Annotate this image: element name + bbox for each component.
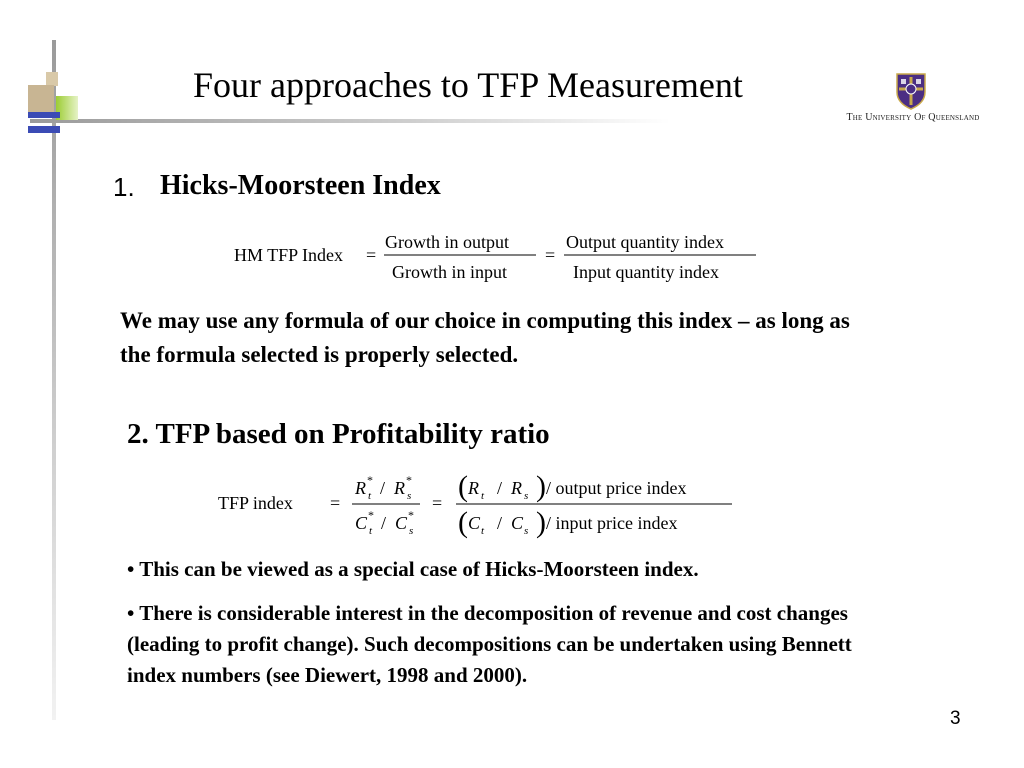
decorative-horizontal-line [30,119,670,123]
equals-sign: = [545,245,556,265]
svg-text:C: C [511,513,524,533]
formula-numerator [354,473,412,502]
svg-text:(: ( [458,506,468,539]
svg-text:): ) [536,506,546,539]
svg-text:C: C [468,513,481,533]
svg-text:*: * [367,473,373,487]
bullet-item: • There is considerable interest in the decomposition of revenue and cost changes (leading to profit change). Such decompositions can be undertaken using Bennett index numbers (see Diewert, 1998 and 2000). [127,601,852,687]
svg-text:R: R [394,478,405,498]
formula-numerator: Output quantity index [566,232,724,252]
decorative-square [46,72,58,86]
bullet-item: • This can be viewed as a special case of Hicks-Moorsteen index. [127,557,699,581]
svg-text:R: R [468,478,479,498]
svg-text:R: R [355,478,366,498]
equals-sign: = [432,493,443,513]
section-number: 1. [113,172,135,202]
formula-denominator: Input quantity index [573,262,719,282]
formula-denominator [355,508,414,537]
formula-lhs: TFP index [218,493,293,513]
page-number: 3 [950,708,961,729]
svg-text:*: * [368,508,374,522]
svg-text:s: s [524,490,529,502]
hm-formula [230,228,770,288]
svg-text:t: t [368,490,372,502]
svg-text:/: / [497,513,503,533]
svg-text:*: * [406,473,412,487]
svg-text:C: C [355,513,368,533]
slide-title: Four approaches to TFP Measurement [193,65,743,105]
section-heading: Hicks-Moorsteen Index [160,170,441,201]
svg-text:/: / [381,513,387,533]
svg-text:t: t [481,525,485,537]
svg-text:s: s [407,490,412,502]
denominator-tail: / input price index [546,513,678,533]
section-heading: 2. TFP based on Profitability ratio [127,418,550,450]
crest-icon [894,72,928,110]
formula-lhs: HM TFP Index [234,245,344,265]
svg-text:s: s [524,525,529,537]
svg-text:): ) [536,470,546,503]
formula-denominator [458,506,677,539]
decorative-vertical-line [52,40,56,720]
section-paragraph: We may use any formula of our choice in computing this index – as long as the formula selected is properly selected. [120,308,850,367]
svg-text:C: C [395,513,408,533]
svg-text:R: R [511,478,522,498]
profitability-formula [214,462,754,546]
decorative-bar [28,112,60,118]
formula-numerator: Growth in output [385,232,509,252]
svg-text:t: t [369,525,373,537]
svg-text:/: / [380,478,386,498]
formula-denominator: Growth in input [392,262,507,282]
svg-text:*: * [408,508,414,522]
decorative-bar [28,126,60,133]
formula-numerator [458,470,686,503]
equals-sign: = [330,493,341,513]
svg-text:/: / [497,478,503,498]
equals-sign: = [366,245,377,265]
university-name: The University Of Queensland [846,112,980,123]
svg-text:s: s [409,525,414,537]
svg-text:(: ( [458,470,468,503]
numerator-tail: / output price index [546,478,687,498]
svg-text:t: t [481,490,485,502]
